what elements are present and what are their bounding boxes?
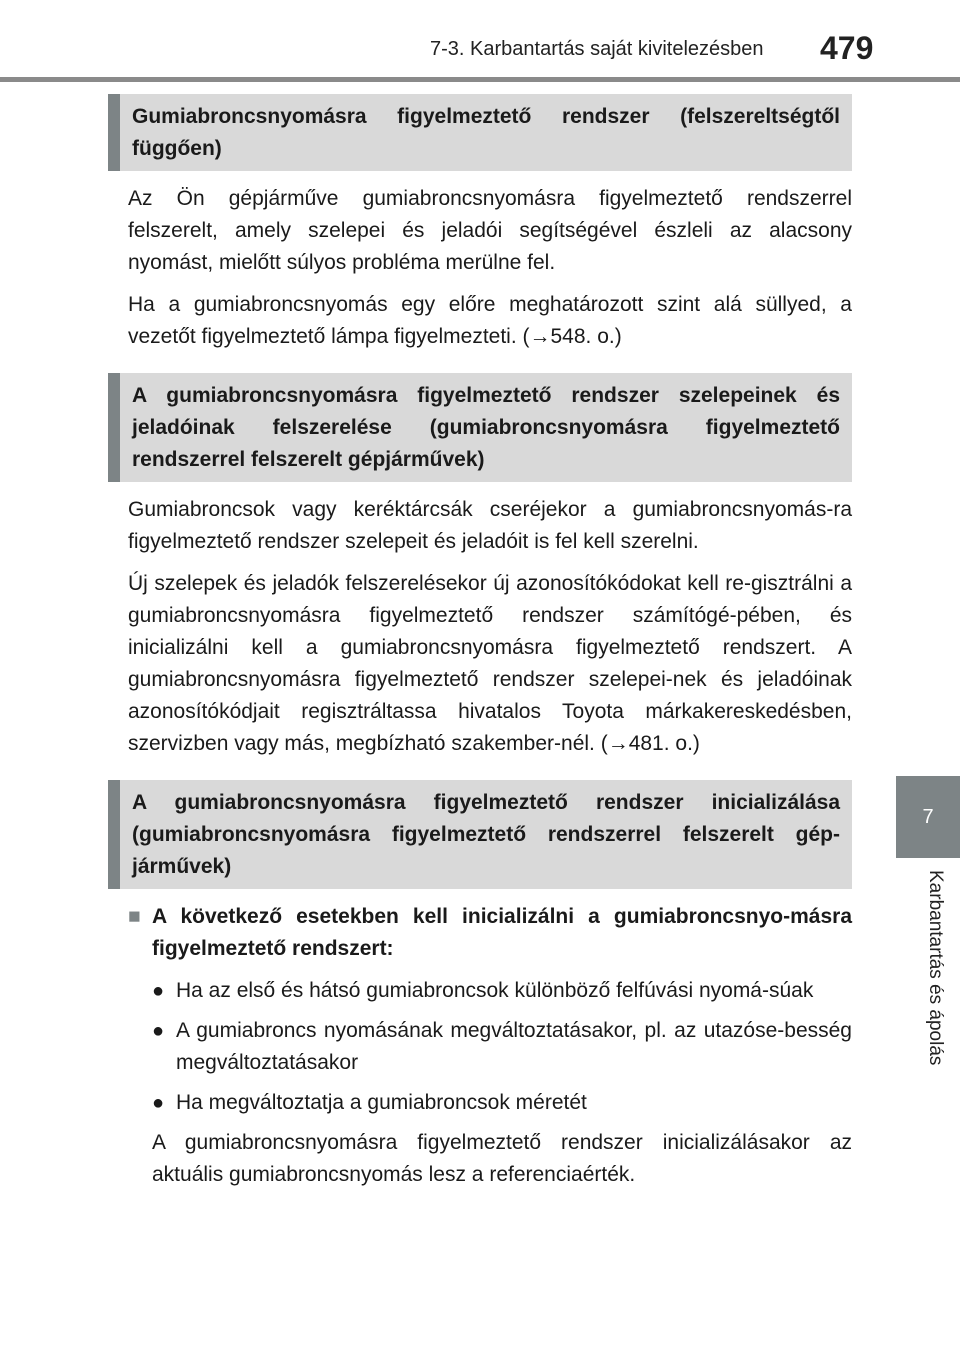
- round-bullet-icon: ●: [152, 1020, 165, 1042]
- paragraph: Új szelepek és jeladók felszerelésekor új azonosítókódokat kell re-gisztrálni a gumiabroncsnyomásra figyelmeztető rendszer számítógé-pében, és inicializálni kell a gumiabroncsnyomásra figyelmeztető rendszert. A gumiabroncsnyomásra figyelmeztető rendszer szelepei-nek és jeladóinak azonosítókódjait regisztráltassa hivatalos Toyota márkakereskedésben, szervizben vagy más, megbízható szakember-nél. (→481. o.): [128, 572, 852, 755]
- square-bullet-icon: ■: [128, 905, 141, 928]
- section-title: Gumiabroncsnyomásra figyelmeztető rendszer (felszereltségtől függően): [108, 94, 852, 171]
- chapter-title: Karbantartás és ápolás: [925, 870, 946, 1066]
- chapter-tab: 7: [896, 776, 960, 858]
- list-item: [152, 1087, 852, 1119]
- condition-heading-text: A következő esetekben kell inicializálni a gumiabroncsnyo-másra figyelmeztető rendszert:: [152, 905, 852, 960]
- page-number: 479: [820, 30, 874, 66]
- list-item-text: Ha az első és hátsó gumiabroncsok különböző felfúvási nyomá-súak: [176, 979, 814, 1002]
- round-bullet-icon: ●: [152, 1092, 165, 1114]
- page-content: [108, 86, 852, 1201]
- paragraph: Gumiabroncsok vagy keréktárcsák cseréjekor a gumiabroncsnyomás-ra figyelmeztető rendszer szelepeit és jeladóit is fel kell szerelni.: [128, 498, 852, 553]
- section-title: A gumiabroncsnyomásra figyelmeztető rendszer szelepeinek és jeladóinak felszerelése (gumiabroncsnyomásra figyelmeztető rendszerrel felszerelt gépjárművek): [108, 373, 852, 482]
- list-item-text: A gumiabroncs nyomásának megváltoztatásakor, pl. az utazóse-besség megváltoztatásakor: [176, 1019, 852, 1074]
- paragraph: Az Ön gépjárműve gumiabroncsnyomásra figyelmeztető rendszerrel felszerelt, amely szelepei és jeladói segítségével észleli az alacsony nyomást, mielőtt súlyos probléma merülne fel.: [128, 187, 852, 274]
- list-item: [152, 1015, 852, 1079]
- list-item: [152, 975, 852, 1007]
- section-title: A gumiabroncsnyomásra figyelmeztető rendszer inicializálása (gumiabroncsnyomásra figyelmeztető rendszerrel felszerelt gép-járművek): [108, 780, 852, 889]
- running-head: 7-3. Karbantartás saját kivitelezésben: [430, 38, 764, 60]
- list-item-text: Ha megváltoztatja a gumiabroncsok méretét: [176, 1091, 587, 1114]
- condition-heading: [128, 901, 852, 965]
- round-bullet-icon: ●: [152, 980, 165, 1002]
- closing-paragraph: A gumiabroncsnyomásra figyelmeztető rendszer inicializálásakor az aktuális gumiabroncsnyomás lesz a referenciaérték.: [152, 1131, 852, 1186]
- paragraph: Ha a gumiabroncsnyomás egy előre meghatározott szint alá süllyed, a vezetőt figyelmeztető lámpa figyelmezteti. (→548. o.): [128, 293, 852, 348]
